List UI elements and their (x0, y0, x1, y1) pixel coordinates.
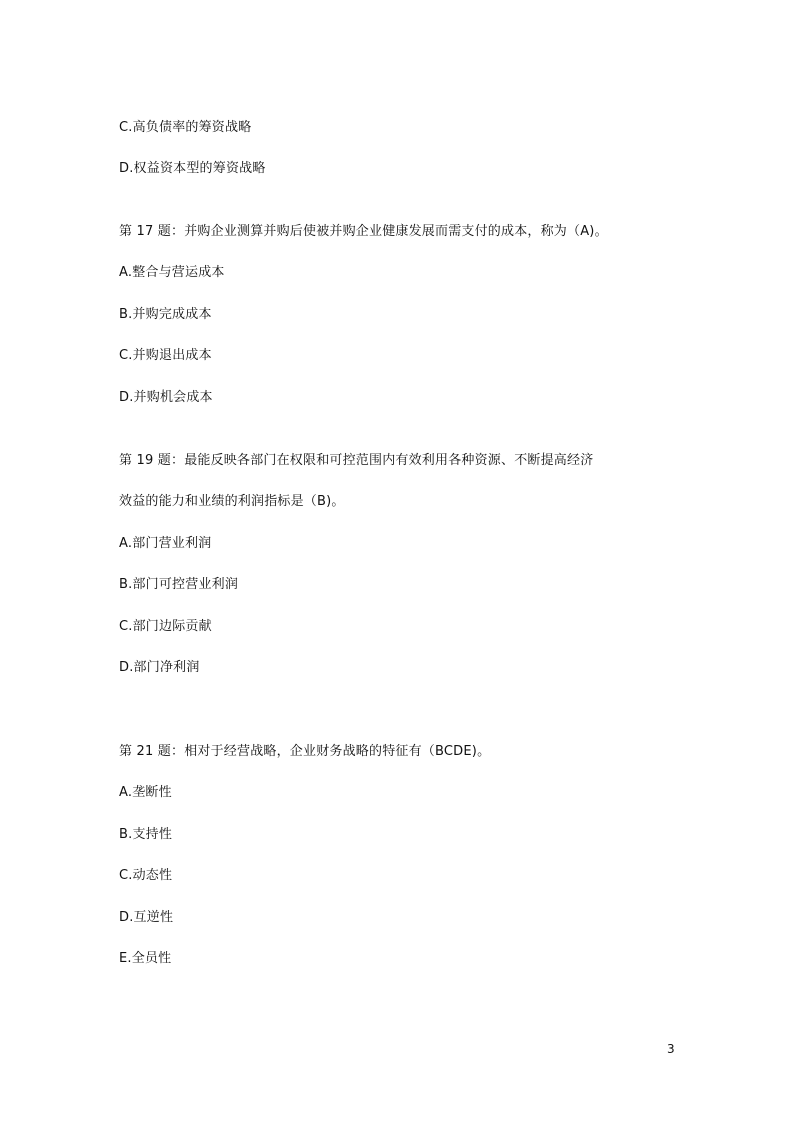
q17-option-a: A.整合与营运成本 (119, 265, 225, 280)
q19-question-line1: 第 19 题：最能反映各部门在权限和可控范围内有效利用各种资源、不断提高经济 (119, 453, 594, 468)
q19-option-a: A.部门营业利润 (119, 536, 212, 551)
q19-option-d: D.部门净利润 (119, 660, 200, 675)
q21-option-c: C.动态性 (119, 868, 173, 883)
page-number: 3 (667, 1042, 675, 1056)
q21-question: 第 21 题：相对于经营战略，企业财务战略的特征有（BCDE)。 (119, 744, 491, 759)
q21-option-b: B.支持性 (119, 827, 173, 842)
q19-option-b: B.部门可控营业利润 (119, 577, 239, 592)
q17-question: 第 17 题：并购企业测算并购后使被并购企业健康发展而需支付的成本，称为（A)。 (119, 224, 608, 239)
q17-option-b: B.并购完成成本 (119, 307, 212, 322)
q17-option-d: D.并购机会成本 (119, 390, 213, 405)
q21-option-e: E.全员性 (119, 951, 172, 966)
q21-option-a: A.垄断性 (119, 785, 172, 800)
q19-option-c: C.部门边际贡献 (119, 619, 212, 634)
q19-question-line2: 效益的能力和业绩的利润指标是（B)。 (119, 494, 345, 509)
q16-option-d: D.权益资本型的筹资战略 (119, 161, 266, 176)
q17-option-c: C.并购退出成本 (119, 348, 212, 363)
q21-option-d: D.互逆性 (119, 910, 174, 925)
q16-option-c: C.高负债率的筹资战略 (119, 120, 252, 135)
